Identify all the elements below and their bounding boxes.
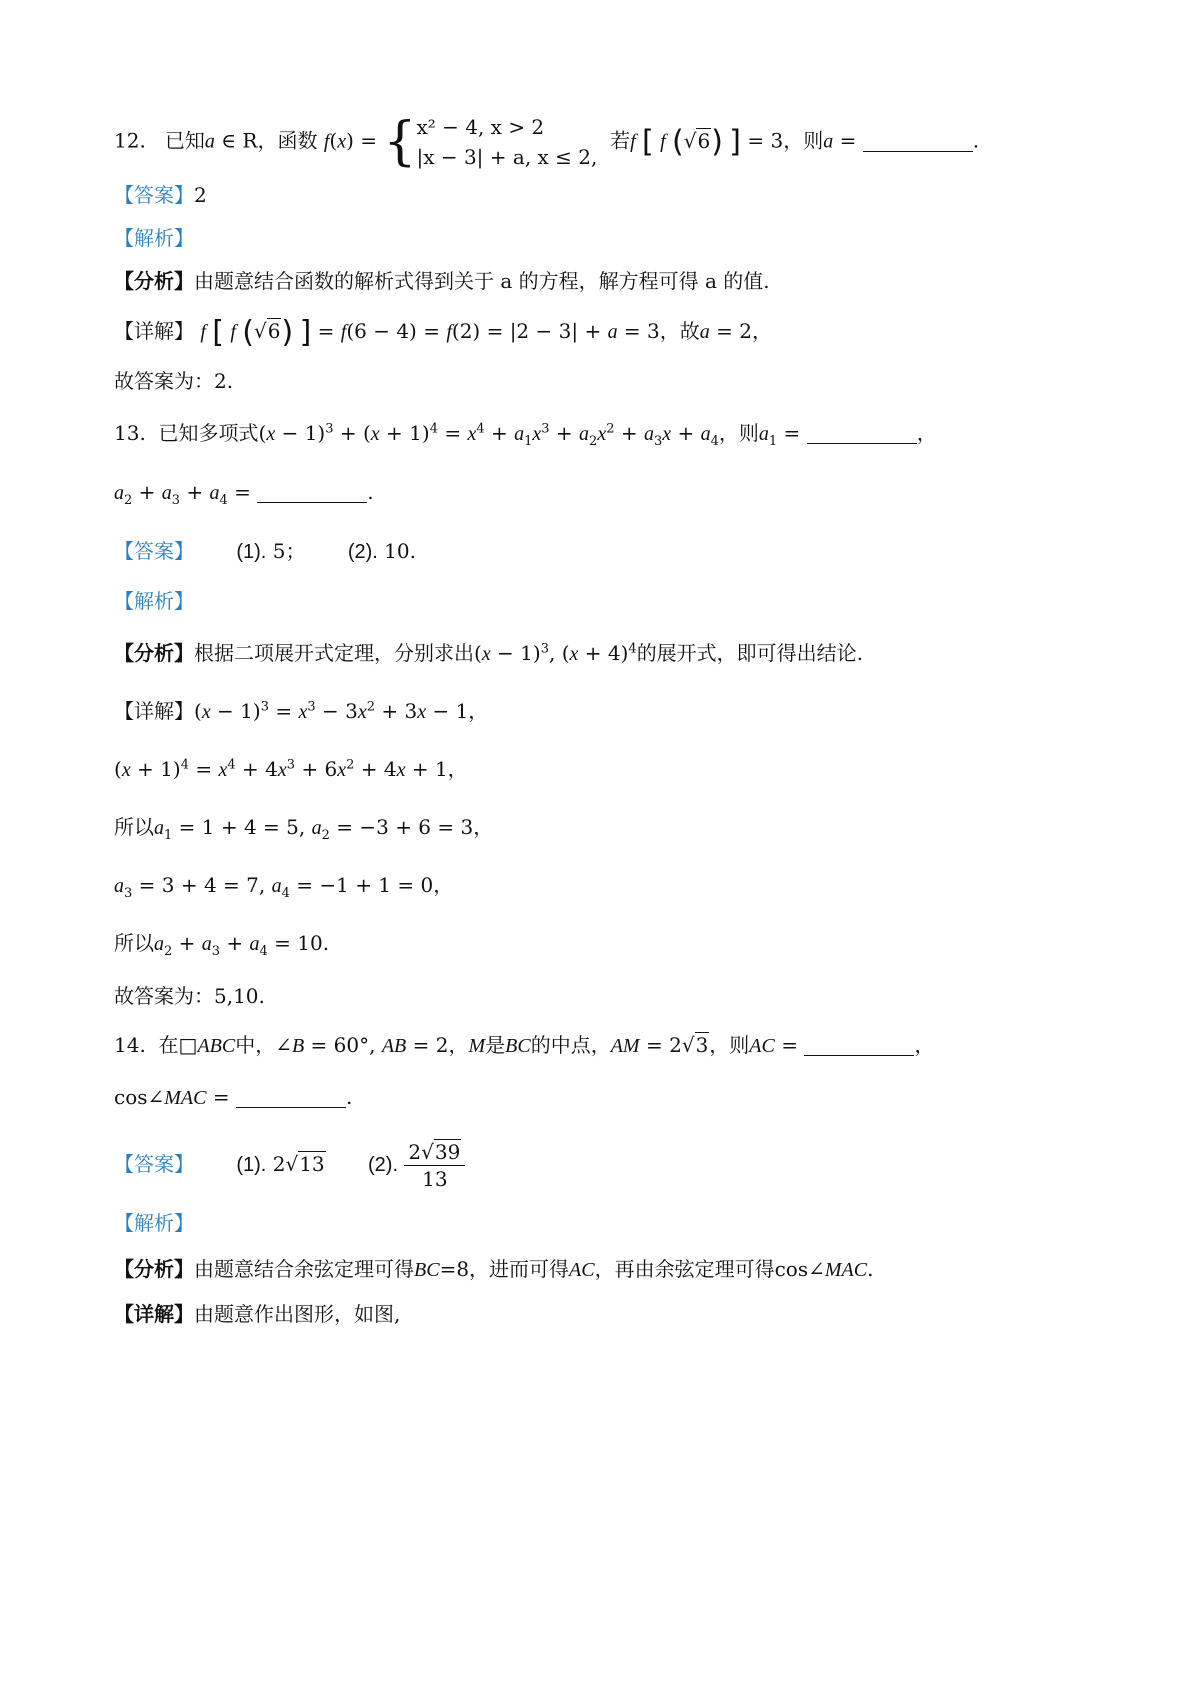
q13-xiangjie-4: $a_3 = 3 + 4 = 7$, $a_4 = -1 + 1 = 0$， [114, 873, 454, 901]
q13-xiangjie-5: 所以$a_2 + a_3 + a_4 = 10$. [114, 931, 330, 959]
q13-conclusion: 故答案为：5,10. [114, 984, 265, 1008]
q13-xiangjie-1: 【详解】$(x - 1)^3 = x^3 - 3x^2 + 3x - 1$， [114, 699, 489, 723]
q12-xiangjie: 【详解】 f [ f (√6) ] = f(6 − 4) = f(2) = |2 − 3| + a = 3，故a = 2， [114, 315, 772, 350]
q13-fenxi: 【分析】根据二项展开式定理，分别求出$(x - 1)^3$, $(x + 4)^4$的展开式，即可得出结论. [114, 641, 864, 665]
q13-question-line2: $a_2 + a_3 + a_4$ = . [114, 480, 374, 508]
q13-question: 13. 已知多项式$(x - 1)^3 + (x + 1)^4 = x^4 + a_1x^3 + a_2x^2 + a_3x + a_4$，则$a_1$ = ， [114, 421, 937, 449]
q14-jiexi: 【解析】 [114, 1211, 194, 1235]
q12-question: 12. 已知a ∈ R，函数 f(x) = { x² − 4, x > 2 |x − 3| + a, x ≤ 2, 若f [ f (√6) ] = 3，则a = . [114, 112, 980, 172]
piecewise-cases: x² − 4, x > 2 |x − 3| + a, x ≤ 2, [416, 115, 598, 169]
q14-question-line2: cos∠MAC = . [114, 1085, 353, 1109]
q12-jiexi: 【解析】 [114, 226, 194, 250]
answer-fraction: $\frac{2√39}{13}$ [404, 1139, 465, 1192]
q12-fenxi: 【分析】由题意结合函数的解析式得到关于 a 的方程，解方程可得 a 的值. [114, 269, 770, 293]
q14-fenxi: 【分析】由题意结合余弦定理可得BC=8，进而可得AC，再由余弦定理可得cos∠MAC. [114, 1257, 874, 1281]
q13-xiangjie-2: $(x + 1)^4 = x^4 + 4x^3 + 6x^2 + 4x + 1$， [114, 757, 468, 781]
q13-answer: 【答案】 (1). 5； (2). 10. [114, 539, 416, 563]
q12-answer: 【答案】2 [114, 183, 207, 207]
q14-xiangjie: 【详解】由题意作出图形，如图, [114, 1302, 401, 1326]
q13-xiangjie-3: 所以$a_1 = 1 + 4 = 5$, $a_2 = -3 + 6 = 3$， [114, 815, 494, 843]
q12-conclusion: 故答案为：2. [114, 369, 234, 393]
q14-question: 14. 在□ABC中，∠B = 60°, AB = 2，M是BC的中点，AM = 2√3，则AC = ， [114, 1033, 935, 1057]
q13-jiexi: 【解析】 [114, 589, 194, 613]
q14-answer: 【答案】 (1). 2√13 (2). $\frac{2√39}{13}$ [114, 1136, 1140, 1192]
